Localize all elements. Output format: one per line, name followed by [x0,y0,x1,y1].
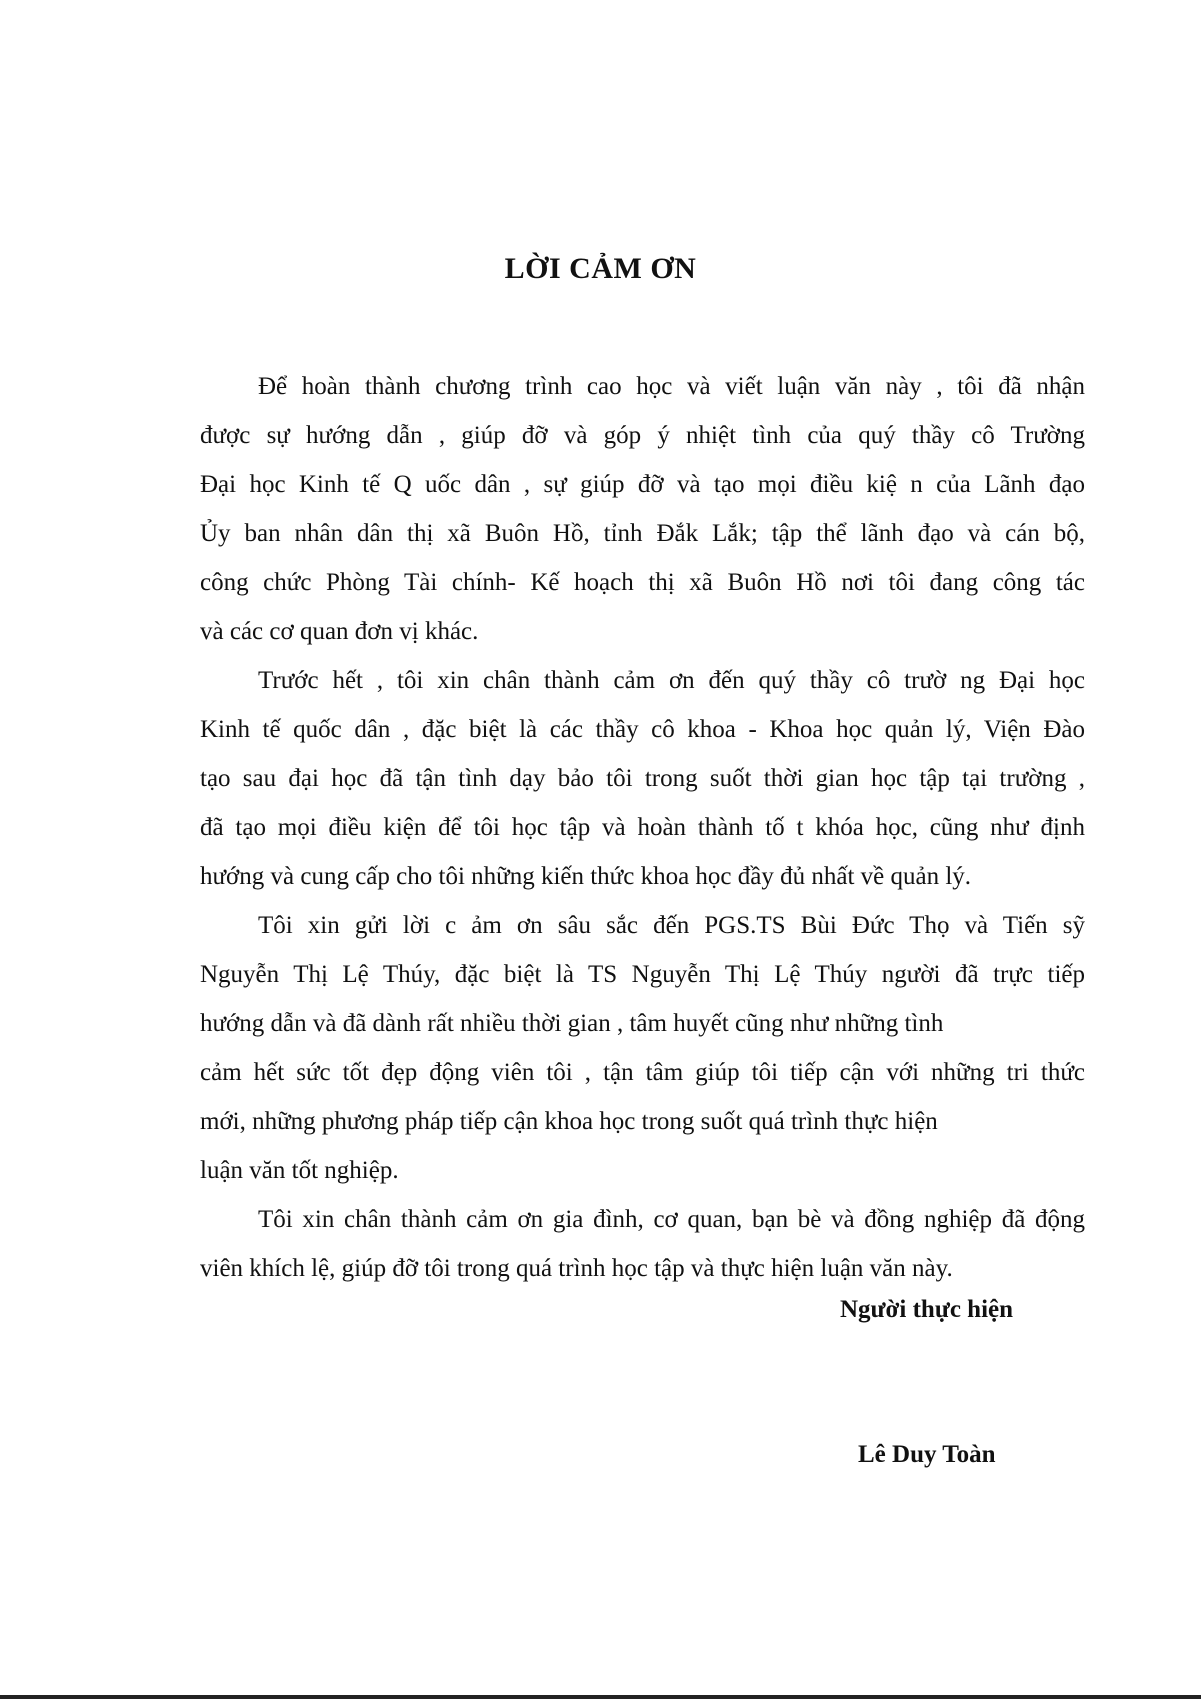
paragraph-3-line-3: hướng dẫn và đã dành rất nhiều thời gian , tâm huyết cũng như những tình [200,1010,944,1037]
signature-role: Người thực hiện [840,1296,1014,1323]
paragraph-2-line-5: hướng và cung cấp cho tôi những kiến thức khoa học đầy đủ nhất về quản lý. [200,863,972,890]
paragraph-1-line-6: và các cơ quan đơn vị khác. [200,618,479,645]
page-bottom-border [0,1695,1201,1699]
acknowledgement-body [200,362,1085,1293]
paragraph-3-line-4: cảm hết sức tốt đẹp động viên tôi , tận tâm giúp tôi tiếp cận với những tri thức [200,1059,1085,1086]
paragraph-1-line-2: được sự hướng dẫn , giúp đỡ và góp ý nhiệt tình của quý thầy cô Trường [200,422,1085,449]
paragraph-4-line-1: Tôi xin chân thành cảm ơn gia đình, cơ quan, bạn bè và đồng nghiệp đã động [258,1206,1085,1233]
signature-name: Lê Duy Toàn [858,1441,996,1468]
page-title: LỜI CẢM ƠN [504,252,697,285]
paragraph-2-line-3: tạo sau đại học đã tận tình dạy bảo tôi trong suốt thời gian học tập tại trường , [200,765,1085,792]
paragraph-1-line-4: Ủy ban nhân dân thị xã Buôn Hồ, tỉnh Đắk Lắk; tập thể lãnh đạo và cán bộ, [200,520,1085,547]
paragraph-3-line-6: luận văn tốt nghiệp. [200,1157,399,1184]
paragraph-1-line-1: Để hoàn thành chương trình cao học và viết luận văn này , tôi đã nhận [258,373,1085,400]
paragraph-3-line-5: mới, những phương pháp tiếp cận khoa học trong suốt quá trình thực hiện [200,1108,938,1135]
paragraph-3-line-2: Nguyễn Thị Lệ Thúy, đặc biệt là TS Nguyễn Thị Lệ Thúy người đã trực tiếp [200,961,1085,988]
paragraph-4-line-2: viên khích lệ, giúp đỡ tôi trong quá trình học tập và thực hiện luận văn này. [200,1255,953,1282]
paragraph-2-line-1: Trước hết , tôi xin chân thành cảm ơn đến quý thầy cô trườ ng Đại học [258,667,1085,694]
paragraph-1-line-3: Đại học Kinh tế Q uốc dân , sự giúp đỡ và tạo mọi điều kiệ n của Lãnh đạo [200,471,1085,498]
paragraph-1-line-5: công chức Phòng Tài chính- Kế hoạch thị xã Buôn Hồ nơi tôi đang công tác [200,569,1085,596]
paragraph-2-line-4: đã tạo mọi điều kiện để tôi học tập và hoàn thành tố t khóa học, cũng như định [200,814,1085,841]
paragraph-3-line-1: Tôi xin gửi lời c ảm ơn sâu sắc đến PGS.TS Bùi Đức Thọ và Tiến sỹ [258,912,1085,939]
paragraph-2-line-2: Kinh tế quốc dân , đặc biệt là các thầy cô khoa - Khoa học quản lý, Viện Đào [200,716,1085,743]
